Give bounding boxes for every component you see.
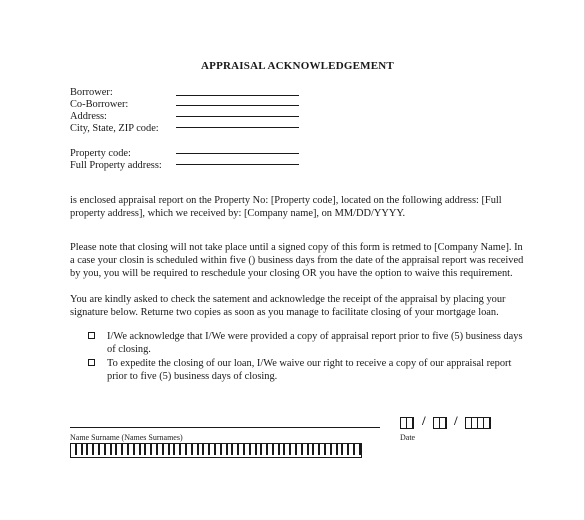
- body-paragraph: Please note that closing will not take place until a signed copy of this form is retmed to [Company Name]. In a case your closin is scheduled within five () business days from the date of the appraisal report was received by you, you will be required to reschedule your closing OR you have the option to waive this requirement.: [70, 242, 524, 279]
- borrower-input-line[interactable]: [176, 95, 299, 96]
- date-separator: /: [454, 413, 458, 428]
- signature-line[interactable]: [70, 427, 380, 428]
- property-code-input-line[interactable]: [176, 153, 299, 154]
- field-label: Co-Borrower:: [70, 99, 129, 110]
- date-year-boxes[interactable]: [465, 417, 491, 429]
- field-label: Borrower:: [70, 87, 113, 98]
- signature-character-boxes[interactable]: [70, 443, 362, 458]
- body-paragraph: is enclosed appraisal report on the Property No: [Property code], located on the following address: [Full property address], which we received by: [Company name], on MM/DD/YYYY.: [70, 195, 502, 219]
- field-label: Property code:: [70, 148, 131, 159]
- waive-checkbox[interactable]: [88, 359, 95, 366]
- co-borrower-input-line[interactable]: [176, 105, 299, 106]
- signature-label: Name Surname (Names Surnames): [70, 433, 183, 442]
- date-day-boxes[interactable]: [400, 417, 414, 429]
- date-month-boxes[interactable]: [433, 417, 447, 429]
- acknowledge-checkbox[interactable]: [88, 332, 95, 339]
- city-state-zip-input-line[interactable]: [176, 127, 299, 128]
- document-title: APPRAISAL ACKNOWLEDGEMENT: [201, 60, 394, 72]
- address-input-line[interactable]: [176, 116, 299, 117]
- body-paragraph: You are kindly asked to check the satement and acknowledge the receipt of the appraisal by placing your signature below. Returne two copies as soon as you manage to facilitate closing of your mortgage loan.: [70, 294, 506, 318]
- field-label: City, State, ZIP code:: [70, 123, 159, 134]
- full-property-address-input-line[interactable]: [176, 164, 299, 165]
- date-label: Date: [400, 433, 416, 442]
- field-label: Address:: [70, 111, 107, 122]
- field-label: Full Property address:: [70, 160, 162, 171]
- date-separator: /: [422, 413, 426, 428]
- checkbox-label: To expedite the closing of our loan, I/We waive our right to receive a copy of our appraisal report prior to five (5) business days of closing.: [107, 358, 512, 382]
- checkbox-label: I/We acknowledge that I/We were provided a copy of appraisal report prior to five (5) business days of closing.: [107, 331, 523, 355]
